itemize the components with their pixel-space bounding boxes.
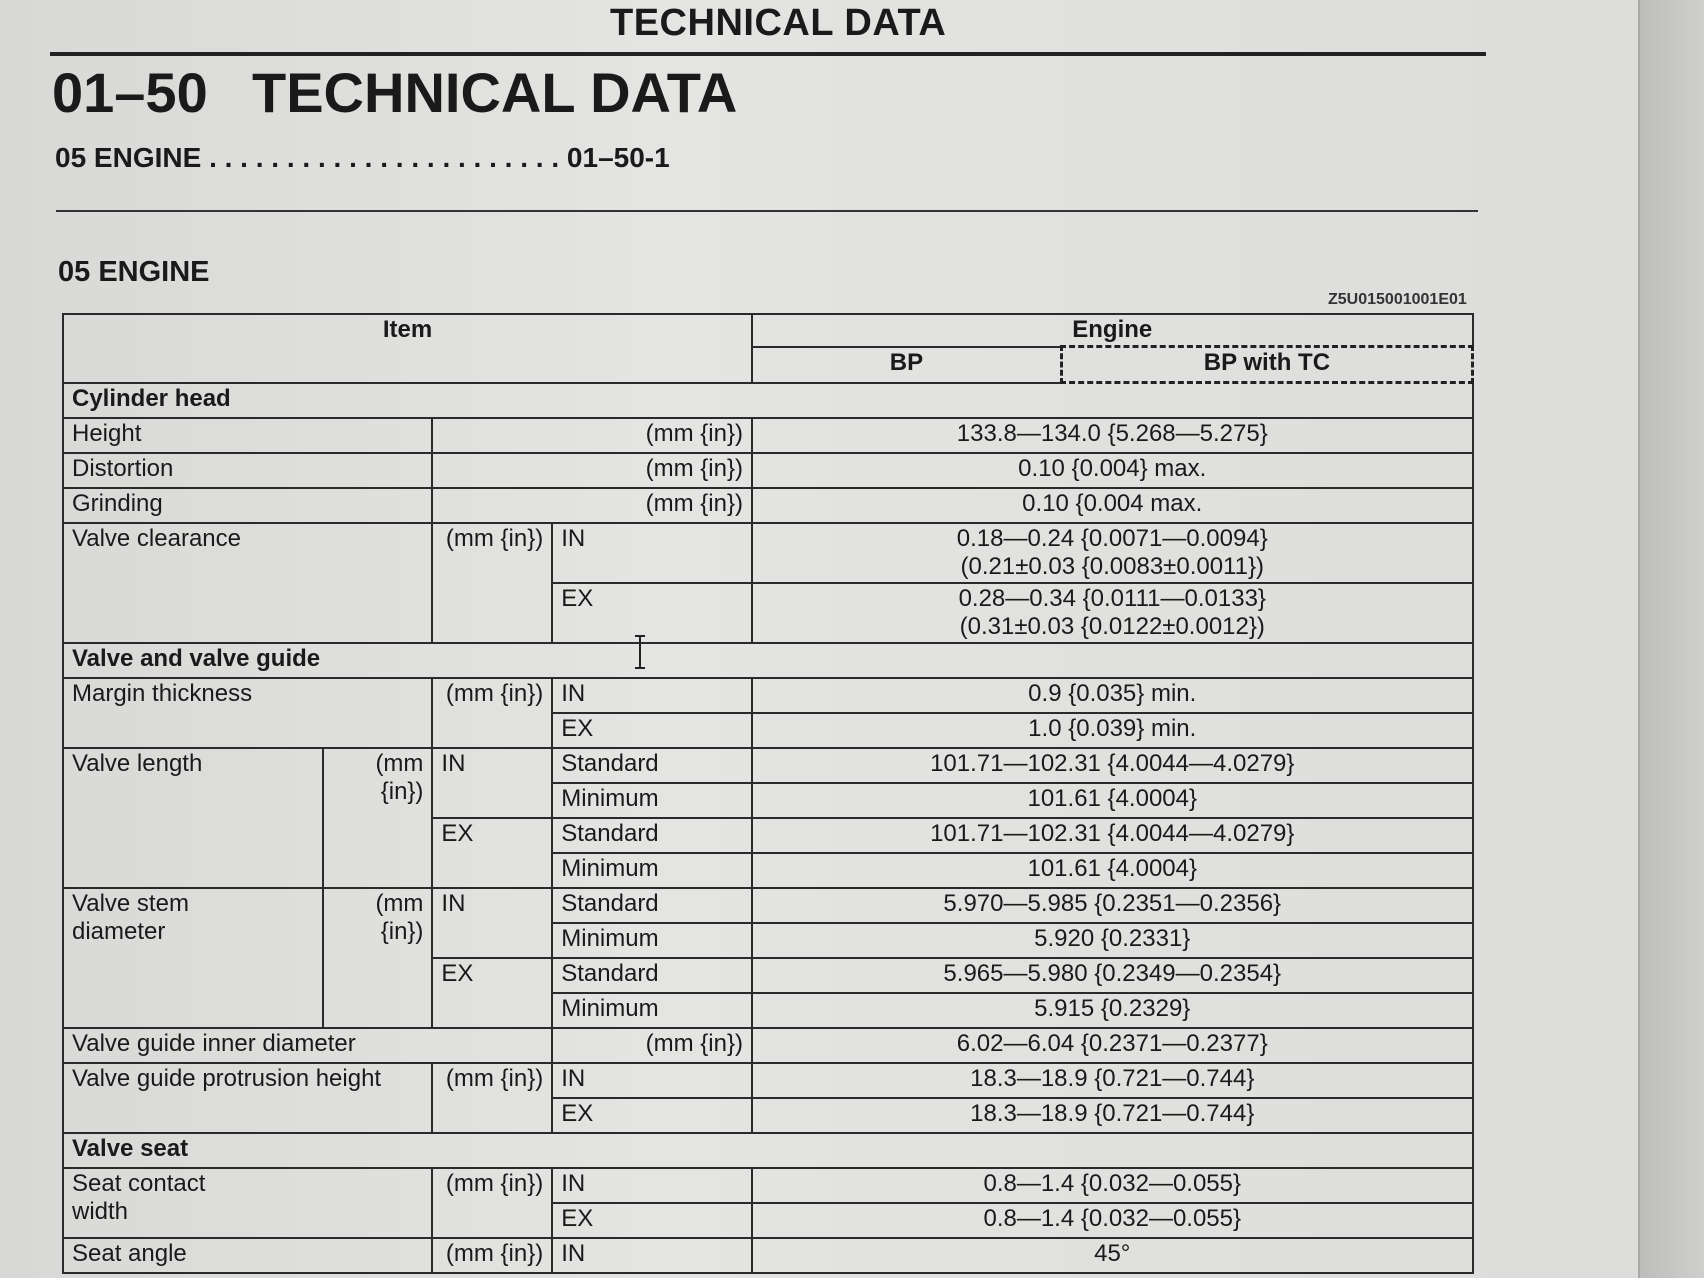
spec-value: 6.02—6.04 {0.2371—0.2377} [752, 1028, 1473, 1063]
top-rule [50, 52, 1486, 56]
header-engine: Engine [752, 314, 1473, 347]
item-label: Valve guide inner diameter [63, 1028, 552, 1063]
table-header-row [63, 314, 1473, 347]
header-bp: BP [752, 347, 1061, 383]
spec-value: 5.970—5.985 {0.2351—0.2356} [752, 888, 1473, 923]
spec-value: 101.71—102.31 {4.0044—4.0279} [752, 818, 1473, 853]
spec-value: 5.920 {0.2331} [752, 923, 1473, 958]
sub-label: EX [432, 818, 552, 888]
unit-label: (mm {in}) [432, 1238, 552, 1273]
header-bp-with-tc: BP with TC [1061, 347, 1472, 383]
spec-value [752, 583, 1473, 643]
spec-value-line: 0.18—0.24 {0.0071—0.0094} [956, 525, 1268, 552]
unit-label: (mm {in}) [432, 488, 752, 523]
text-cursor-icon [633, 634, 647, 670]
sub-label: IN [552, 1063, 752, 1098]
item-label: Valve guide protrusion height [63, 1063, 432, 1133]
spec-value: 5.915 {0.2329} [752, 993, 1473, 1028]
spec-kind: Minimum [552, 783, 752, 818]
spec-value: 0.8—1.4 {0.032—0.055} [752, 1168, 1473, 1203]
spec-kind: Standard [552, 888, 752, 923]
item-label: Distortion [63, 453, 432, 488]
item-label: Valve length [63, 748, 323, 888]
item-label: Seat angle [63, 1238, 432, 1273]
chapter-number: 01–50 [52, 61, 208, 124]
spec-value: 133.8—134.0 {5.268—5.275} [752, 418, 1473, 453]
spec-kind: Standard [552, 818, 752, 853]
table-row [63, 748, 1473, 783]
unit-label: (mm {in}) [432, 1063, 552, 1133]
item-label [63, 1168, 432, 1238]
sub-label: EX [552, 583, 752, 643]
item-label: Height [63, 418, 432, 453]
sub-label: IN [552, 523, 752, 583]
table-row [63, 523, 1473, 583]
spec-value: 0.9 {0.035} min. [752, 678, 1473, 713]
unit-label: (mm {in}) [432, 453, 752, 488]
spec-value: 18.3—18.9 {0.721—0.744} [752, 1063, 1473, 1098]
chapter-heading [52, 60, 737, 125]
header-item: Item [63, 314, 752, 383]
item-label [63, 888, 323, 1028]
sub-label: IN [432, 748, 552, 818]
unit-label: (mm {in}) [323, 748, 433, 888]
toc-entry[interactable] [55, 142, 670, 174]
spec-value: 101.71—102.31 {4.0044—4.0279} [752, 748, 1473, 783]
section-title: 05 ENGINE [58, 256, 210, 288]
sub-label: EX [552, 1098, 752, 1133]
spec-value [752, 523, 1473, 583]
table-row [63, 1168, 1473, 1203]
spec-table [62, 313, 1474, 1274]
category-valve-seat: Valve seat [63, 1133, 1473, 1168]
table-row [63, 888, 1473, 923]
toc-page: 01–50-1 [566, 142, 670, 173]
sub-label: IN [552, 1168, 752, 1203]
category-valve-guide: Valve and valve guide [63, 643, 1473, 678]
spec-value: 0.10 {0.004 max. [752, 488, 1473, 523]
table-row [63, 643, 1473, 678]
item-label-line: Seat contact [72, 1170, 206, 1197]
table-row [63, 1133, 1473, 1168]
spec-kind: Minimum [552, 923, 752, 958]
toc-label: 05 ENGINE [55, 142, 202, 173]
sub-label: IN [552, 1238, 752, 1273]
sub-label: IN [432, 888, 552, 958]
unit-label: (mm {in}) [432, 523, 552, 643]
screen-bezel [1638, 0, 1704, 1278]
spec-value: 5.965—5.980 {0.2349—0.2354} [752, 958, 1473, 993]
unit-label: (mm {in}) [432, 418, 752, 453]
toc-dots: . . . . . . . . . . . . . . . . . . . . . . . [209, 142, 560, 173]
item-label-line: diameter [72, 918, 166, 945]
spec-value: 0.8—1.4 {0.032—0.055} [752, 1203, 1473, 1238]
spec-kind: Standard [552, 958, 752, 993]
category-cylinder-head: Cylinder head [63, 383, 1473, 419]
unit-label: (mm {in}) [432, 1168, 552, 1238]
spec-value: 101.61 {4.0004} [752, 853, 1473, 888]
table-row [63, 1238, 1473, 1273]
item-label-line: width [72, 1198, 129, 1225]
item-label: Margin thickness [63, 678, 432, 748]
chapter-title: TECHNICAL DATA [252, 61, 738, 124]
spec-value: 45° [752, 1238, 1473, 1273]
spec-value-line: (0.21±0.03 {0.0083±0.0011}) [960, 553, 1264, 580]
spec-value: 18.3—18.9 {0.721—0.744} [752, 1098, 1473, 1133]
table-row [63, 383, 1473, 419]
spec-value: 101.61 {4.0004} [752, 783, 1473, 818]
item-label: Valve clearance [63, 523, 432, 643]
sub-label: EX [432, 958, 552, 1028]
item-label: Grinding [63, 488, 432, 523]
spec-kind: Minimum [552, 853, 752, 888]
spec-kind: Standard [552, 748, 752, 783]
spec-kind: Minimum [552, 993, 752, 1028]
sub-label: EX [552, 1203, 752, 1238]
spec-value-line: (0.31±0.03 {0.0122±0.0012}) [959, 613, 1265, 640]
table-row [63, 418, 1473, 453]
spec-value: 0.10 {0.004} max. [752, 453, 1473, 488]
unit-label: (mm {in}) [432, 678, 552, 748]
document-id: Z5U015001001E01 [1328, 291, 1467, 308]
section-rule [56, 210, 1478, 212]
unit-label: (mm {in}) [552, 1028, 752, 1063]
spec-value-line: 0.28—0.34 {0.0111—0.0133} [958, 585, 1266, 612]
table-row [63, 1028, 1473, 1063]
running-head: TECHNICAL DATA [610, 2, 947, 44]
spec-value: 1.0 {0.039} min. [752, 713, 1473, 748]
sub-label: IN [552, 678, 752, 713]
table-row [63, 678, 1473, 713]
item-label-line: Valve stem [72, 890, 189, 917]
table-row [63, 453, 1473, 488]
table-row [63, 1063, 1473, 1098]
table-row [63, 488, 1473, 523]
sub-label: EX [552, 713, 752, 748]
unit-label: (mm {in}) [323, 888, 433, 1028]
